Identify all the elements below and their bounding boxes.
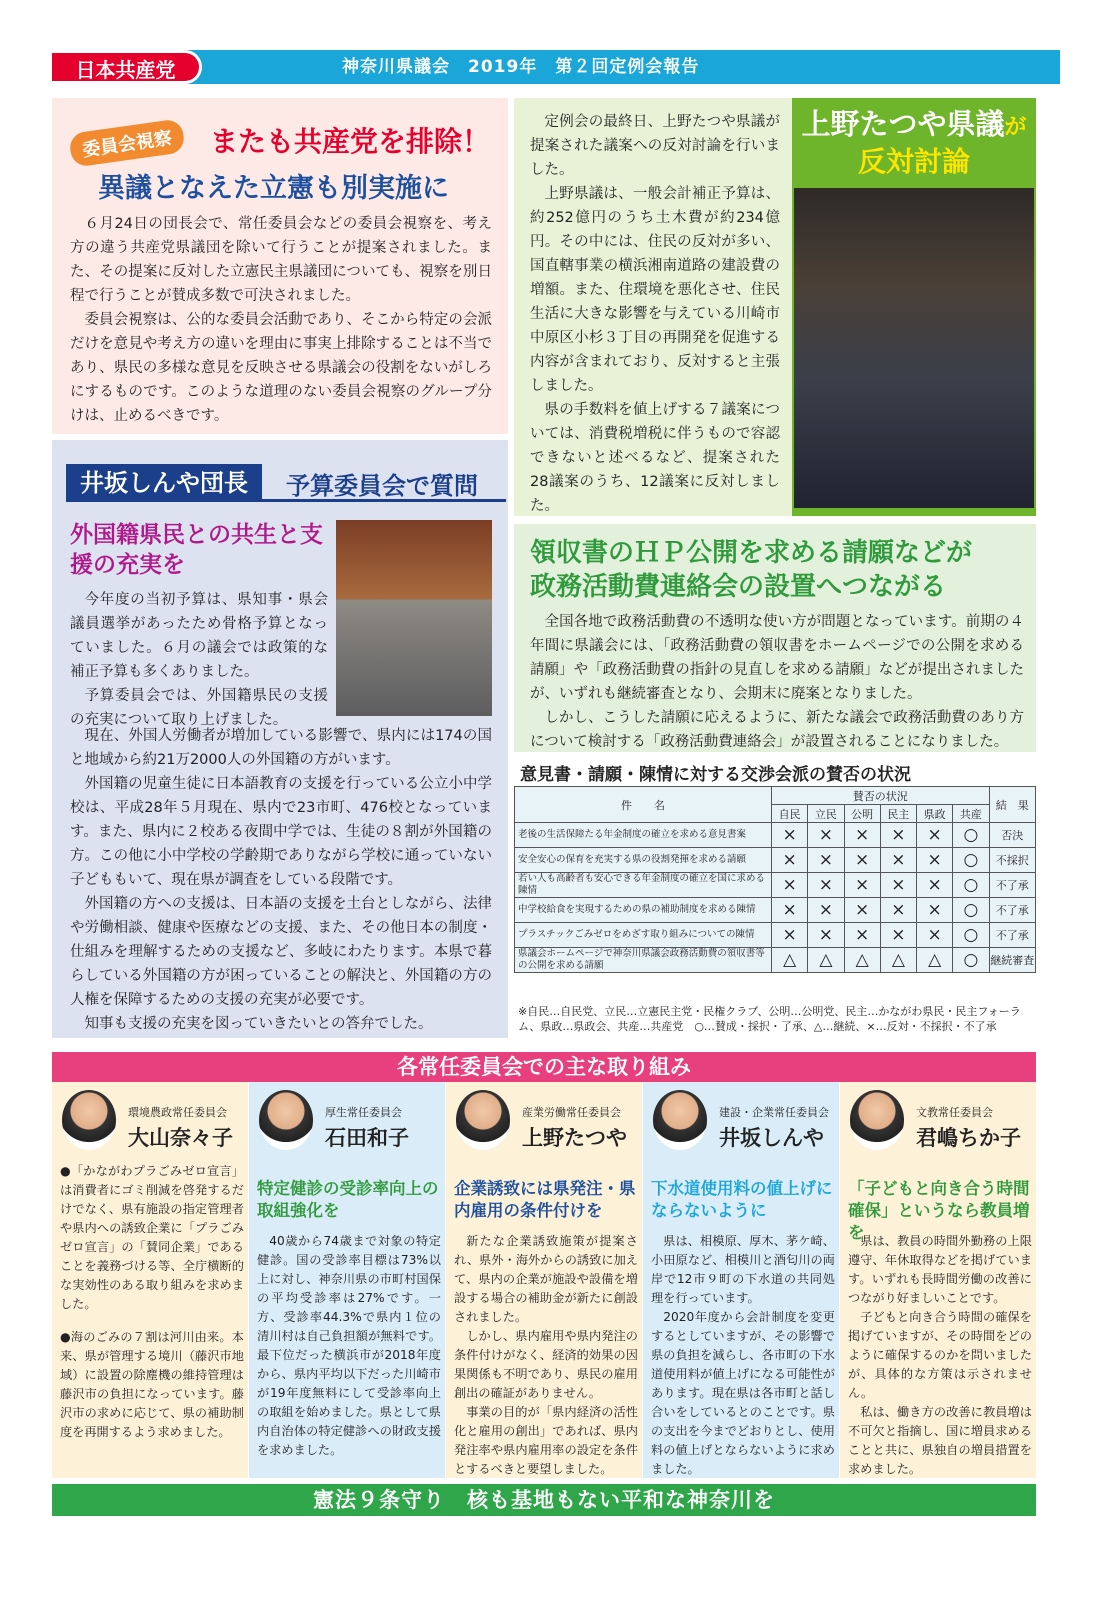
result-cell: 不了承: [989, 898, 1035, 923]
article-committee-visit: [52, 98, 508, 434]
party-logo: 日本共産党: [52, 50, 202, 84]
article-body: [70, 212, 492, 428]
paragraph: 県の手数料を値上げする７議案については、消費税増税に伴うもので容認できないと述べるなど、提案された28議案のうち、12議案に反対しました。: [530, 402, 780, 514]
member-portrait: [456, 1090, 510, 1150]
vote-mark: ×: [771, 823, 807, 848]
speaker-name: 上野たつや県議: [801, 107, 1005, 141]
vote-mark: ×: [808, 873, 844, 898]
paragraph: 知事も支援の充実を図っていきたいとの答弁でした。: [84, 1016, 433, 1032]
article-receipts-petition: [514, 524, 1036, 752]
article-headline: またも共産党を排除！: [210, 125, 491, 158]
paragraph: 現在、外国人労働者が増加している影響で、県内には174の国と地域から約21万2000人の外国籍の方がいます。: [70, 728, 492, 768]
paragraph: ６月24日の団長会で、常任委員会などの委員会視察を、考え方の違う共産党県議団を除いて行うことが提案されました。また、その提案に反対した立憲民主県議団についても、視察を別日程で行うことが賛成多数で可決されました。: [70, 216, 492, 304]
vote-mark: ○: [953, 823, 989, 848]
item-cell: 若い人も高齢者も安心できる年金制度の確立を国に求める陳情: [515, 873, 772, 898]
vote-mark: ×: [771, 923, 807, 948]
vote-mark: ×: [917, 923, 953, 948]
paragraph: 外国籍の児童生徒に日本語教育の支援を行っている公立小中学校は、平成28年５月現在、県内で23市町、476校となっています。また、県内に２校ある夜間中学では、生徒の８割が外国籍の方。この他に小中学校の学齢期でありながら学校に通っていない子どももいて、現在県が調査をしている段階です。: [70, 776, 492, 888]
member-portrait: [62, 1090, 116, 1150]
vote-mark: ×: [844, 873, 880, 898]
committee-body: [257, 1232, 441, 1460]
vote-mark: △: [771, 948, 807, 973]
item-cell: 老後の生活保障たる年金制度の確立を求める意見書案: [515, 823, 772, 848]
paragraph: しかし、県内雇用や県内発注の条件付けがなく、経済的効果の因果関係も不明であり、県民の雇用創出の確証がありません。: [454, 1329, 638, 1400]
paragraph: ●海のごみの７割は河川由来。本来、県が管理する境川（藤沢市地域）に設置の除塵機の維持管理は藤沢市の負担になっています。藤沢市の求めに応じて、県の補助制度を再開するよう求めました。: [60, 1330, 244, 1439]
item-cell: 県議会ホームページで神奈川県議会政務活動費の領収書等の公開を求める請願: [515, 948, 772, 973]
paragraph: 子どもと向き合う時間の確保を掲げていますが、その時間をどのように確保するのかを問いましたが、具体的な方策は示されません。: [848, 1310, 1032, 1400]
vote-mark: ×: [808, 923, 844, 948]
committee-role: 産業労働常任委員会: [522, 1106, 621, 1119]
vote-mark: ×: [771, 848, 807, 873]
vote-mark: ×: [880, 898, 916, 923]
article-body: [530, 610, 1024, 754]
vote-mark: ○: [953, 848, 989, 873]
party-header: 自民: [771, 805, 807, 823]
committee-body: [454, 1232, 638, 1479]
vote-mark: ×: [771, 873, 807, 898]
party-header: 民主: [880, 805, 916, 823]
article-body: [530, 110, 780, 518]
paragraph: 県は、相模原、厚木、茅ケ崎、小田原など、相模川と酒匂川の両岸で12市９町の下水道の共同処理を行っています。: [651, 1234, 835, 1305]
item-cell: 安全安心の保育を充実する県の役割発揮を求める請願: [515, 848, 772, 873]
paragraph: 事業の目的が「県内経済の活性化と雇用の創出」であれば、県内発注率や県内雇用率の設定を条件とするべきと要望しました。: [454, 1405, 638, 1476]
panel-title: 反対討論: [857, 145, 970, 178]
member-name: 大山奈々子: [128, 1126, 233, 1150]
member-name: 上野たつや: [522, 1126, 627, 1150]
vote-mark: ×: [917, 873, 953, 898]
committee-column: [249, 1082, 445, 1478]
paragraph: 定例会の最終日、上野たつや県議が提案された議案への反対討論を行いました。: [530, 114, 780, 178]
party-header: 県政: [917, 805, 953, 823]
paragraph: 新たな企業誘致施策が提案され、県外・海外からの誘致に加えて、県内の企業が施設や設備を増設する場合の補助金が新たに創設されました。: [454, 1234, 638, 1324]
article-budget-committee: [52, 440, 508, 1038]
issue-title: 神奈川県議会 2019年 第２回定例会報告: [342, 57, 700, 77]
vote-mark: ○: [953, 898, 989, 923]
committee-body: [848, 1232, 1032, 1479]
article-subhead: 異議となえた立憲も別実施に: [98, 173, 449, 204]
result-cell: 不採択: [989, 848, 1035, 873]
member-portrait: [653, 1090, 707, 1150]
header-bar: [52, 50, 1060, 84]
member-name: 君嶋ちか子: [916, 1126, 1021, 1150]
vote-mark: ×: [917, 823, 953, 848]
committee-body: [60, 1162, 244, 1456]
vote-mark: ×: [880, 848, 916, 873]
vote-mark: ○: [953, 873, 989, 898]
paragraph: 外国籍の方への支援は、日本語の支援を土台としながら、法律や労働相談、健康や医療などの支援、また、その他日本の制度・仕組みを理解するための支援など、多岐にわたります。本県で暮らしている外国籍の方が困っていることの解決と、外国籍の方の人権を保障するための支援の充実が必要です。: [70, 896, 492, 1008]
column-header-result: 結 果: [989, 787, 1035, 823]
vote-mark: ×: [808, 848, 844, 873]
article-headline: [530, 536, 972, 604]
table-row: [515, 898, 1036, 923]
article-body-bottom: [70, 724, 492, 1036]
vote-mark: ×: [844, 898, 880, 923]
speaker-panel: [792, 98, 1036, 516]
committee-column: [643, 1082, 839, 1478]
vote-mark: ×: [880, 873, 916, 898]
column-header-group: 賛否の状況: [771, 787, 989, 805]
committee-column: [840, 1082, 1036, 1478]
vote-mark: △: [808, 948, 844, 973]
vote-mark: ×: [880, 823, 916, 848]
particle: が: [1004, 115, 1027, 140]
paragraph: ●「かながわプラごみゼロ宣言」は消費者にゴミ削減を啓発するだけでなく、県有施設の指定管理者や県内への誘致企業に「プラごみゼロ宣言」の「賛同企業」であることを義務づける等、全庁横断的な実効性のある取り組みを求めました。: [60, 1164, 244, 1311]
committee-role: 建設・企業常任委員会: [719, 1106, 829, 1119]
committee-role: 環境農政常任委員会: [128, 1106, 227, 1119]
vote-mark: ×: [844, 823, 880, 848]
vote-mark: ○: [953, 923, 989, 948]
article-title: 予算委員会で質問: [286, 472, 478, 500]
table-row: [515, 823, 1036, 848]
table-row: [515, 848, 1036, 873]
table-row: [515, 873, 1036, 898]
party-header: 共産: [953, 805, 989, 823]
paragraph: 委員会視察は、公的な委員会活動であり、そこから特定の会派だけを意見や考え方の違いを理由に事実上排除することは不当であり、県民の多様な意見を反映させる県議会の役割をないがしろにするものです。このような道理のない委員会視察のグループ分けは、止めるべきです。: [70, 312, 492, 424]
paragraph: しかし、こうした請願に応えるように、新たな議会で政務活動費のあり方について検討する「政務活動費連絡会」が設置されることになりました。: [530, 710, 1024, 750]
member-name: 井坂しんや: [719, 1126, 824, 1150]
committee-headline: 下水道使用料の値上げにならないように: [651, 1179, 833, 1220]
party-header: 立民: [808, 805, 844, 823]
speaker-photo: [336, 520, 492, 716]
member-portrait: [259, 1090, 313, 1150]
headline-line-1: 領収書のＨＰ公開を求める請願などが: [530, 538, 973, 568]
paragraph: 私は、働き方の改善に教員増は不可欠と指摘し、国に増員求めることと共に、県独自の増員措置を求めました。: [848, 1405, 1032, 1476]
article-opposition-debate: [514, 98, 792, 516]
committees-banner: 各常任委員会での主な取り組み: [52, 1052, 1036, 1082]
member-portrait: [850, 1090, 904, 1150]
vote-mark: ×: [880, 923, 916, 948]
vote-table: [514, 786, 1036, 973]
paragraph: 上野県議は、一般会計補正予算は、約252億円のうち土木費が約234億円。その中には、住民の反対が多い、国直轄事業の横浜湘南道路の建設費の増額。また、住環境を悪化させ、住民生活に大きな影響を与えている川崎市中原区小杉３丁目の再開発を促進する内容が含まれており、反対すると主張しました。: [530, 186, 780, 394]
footer-slogan: 憲法９条守り 核も基地もない平和な神奈川を: [52, 1484, 1036, 1516]
speaker-photo: [794, 188, 1034, 508]
item-cell: 中学校給食を実現するための県の補助制度を求める陳情: [515, 898, 772, 923]
item-cell: プラスチックごみゼロをめざす取り組みについての陳情: [515, 923, 772, 948]
paragraph: 予算委員会では、外国籍県民の支援の充実について取り上げました。: [70, 688, 328, 728]
result-cell: 継続審査: [989, 948, 1035, 973]
committee-column: [446, 1082, 642, 1478]
table-row: [515, 948, 1036, 973]
paragraph: 今年度の当初予算は、県知事・県会議員選挙があったため骨格予算となっていました。６月の議会では政策的な補正予算も多くありました。: [70, 592, 328, 680]
vote-mark: ×: [844, 848, 880, 873]
paragraph: 全国各地で政務活動費の不透明な使い方が問題となっています。前期の４年間に県議会には、「政務活動費の領収書をホームページでの公開を求める請願」や「政務活動費の指針の見直しを求める請願」などが提出されましたが、いずれも継続審査となり、会期末に廃案となりました。: [530, 614, 1024, 702]
vote-mark: △: [917, 948, 953, 973]
committee-headline: 特定健診の受診率向上の取組強化を: [257, 1179, 439, 1220]
committee-visit-tag: 委員会視察: [68, 118, 186, 168]
vote-mark: △: [880, 948, 916, 973]
article-body-top: [70, 588, 328, 732]
result-cell: 不了承: [989, 873, 1035, 898]
result-cell: 否決: [989, 823, 1035, 848]
vote-mark: ×: [844, 923, 880, 948]
paragraph: 40歳から74歳まで対象の特定健診。国の受診率目標は73%以上に対し、神奈川県の市町村国保の平均受診率は27%です。一方、受診率44.3%で県内１位の清川村は自己負担額が無料です。最下位だった横浜市が2018年度から、県内平均以下だった川崎市が19年度無料にして受診率向上の取組を始めました。県として県内自治体の特定健診への財政支援を求めました。: [257, 1234, 441, 1457]
table-note: ※自民…自民党、立民…立憲民主党・民権クラブ、公明…公明党、民主…かながわ県民・民主フォーラム、県政…県政会、共産…共産党 ○…賛成・採択・了承、△…継続、×…反対・不採択・不了承: [518, 1005, 1021, 1033]
member-name: 石田和子: [325, 1126, 409, 1150]
party-header: 公明: [844, 805, 880, 823]
paragraph: 県は、教員の時間外勤務の上限遵守、年休取得などを掲げています。いずれも長時間労働の改善につながり好ましいことです。: [848, 1234, 1032, 1305]
vote-mark: ×: [917, 848, 953, 873]
paragraph: 2020年度から会計制度を変更するとしていますが、その影響で県の負担を減らし、各市町の下水道使用料が値上げになる可能性があります。現在県は各市町と話し合いをしているとのことです。県の支出を今までどおりとし、使用料の値上げとならないように求めました。: [651, 1310, 835, 1476]
vote-mark: ×: [808, 823, 844, 848]
committee-role: 厚生常任委員会: [325, 1106, 402, 1119]
result-cell: 不了承: [989, 923, 1035, 948]
table-row: [515, 923, 1036, 948]
committee-body: [651, 1232, 835, 1479]
article-subhead: 外国籍県民との共生と支援の充実を: [70, 522, 323, 578]
committee-column: [52, 1082, 248, 1478]
headline-line-2: 政務活動費連絡会の設置へつながる: [530, 572, 947, 602]
speaker-name: 井坂しんや団長: [66, 464, 262, 502]
article-title-bar: [66, 464, 506, 502]
vote-mark: ×: [808, 898, 844, 923]
vote-mark: ○: [953, 948, 989, 973]
vote-mark: ×: [771, 898, 807, 923]
column-header-item: 件 名: [515, 787, 772, 823]
committee-role: 文教常任委員会: [916, 1106, 993, 1119]
vote-mark: △: [844, 948, 880, 973]
committee-headline: 企業誘致には県発注・県内雇用の条件付けを: [454, 1179, 636, 1220]
speaker-title: [792, 102, 1036, 143]
vote-mark: ×: [917, 898, 953, 923]
table-title: 意見書・請願・陳情に対する交渉会派の賛否の状況: [520, 765, 911, 785]
committee-headline: 「子どもと向き合う時間確保」というなら教員増を: [848, 1179, 1030, 1242]
